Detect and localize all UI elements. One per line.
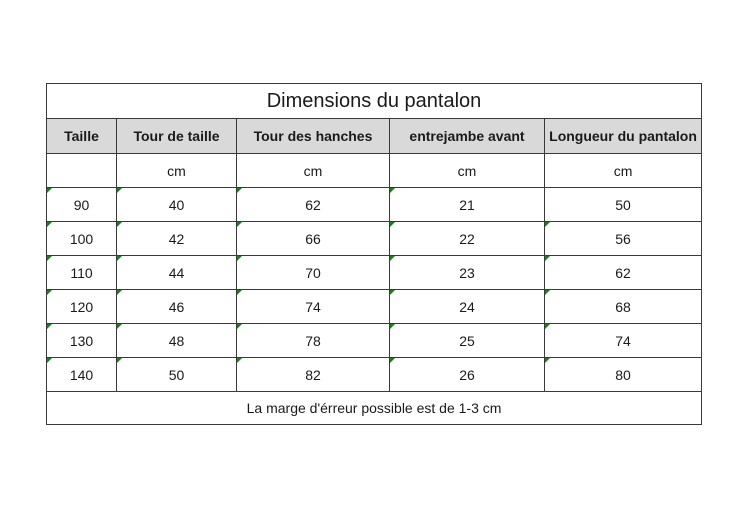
size-chart-table (46, 83, 702, 425)
table-row (47, 256, 702, 290)
table-cell: 56 (545, 222, 702, 256)
unit-cell: cm (237, 154, 390, 188)
header-entrejambe-avant: entrejambe avant (390, 119, 545, 154)
unit-cell (47, 154, 117, 188)
table-title: Dimensions du pantalon (47, 84, 702, 119)
header-tour-des-hanches: Tour des hanches (237, 119, 390, 154)
header-taille: Taille (47, 119, 117, 154)
unit-row (47, 154, 702, 188)
table-cell: 42 (117, 222, 237, 256)
table-cell: 46 (117, 290, 237, 324)
note-row (47, 392, 702, 425)
header-tour-de-taille: Tour de taille (117, 119, 237, 154)
table-cell: 90 (47, 188, 117, 222)
table-cell: 50 (545, 188, 702, 222)
table-row (47, 324, 702, 358)
table-cell: 82 (237, 358, 390, 392)
table-row (47, 358, 702, 392)
table-cell: 74 (237, 290, 390, 324)
table-cell: 25 (390, 324, 545, 358)
table-cell: 110 (47, 256, 117, 290)
title-row (47, 84, 702, 119)
unit-cell: cm (390, 154, 545, 188)
table-cell: 22 (390, 222, 545, 256)
table-cell: 21 (390, 188, 545, 222)
table-cell: 130 (47, 324, 117, 358)
table-cell: 23 (390, 256, 545, 290)
table-row (47, 290, 702, 324)
table-cell: 62 (545, 256, 702, 290)
table-cell: 62 (237, 188, 390, 222)
table-row (47, 222, 702, 256)
table-cell: 44 (117, 256, 237, 290)
unit-cell: cm (117, 154, 237, 188)
header-longueur-du-pantalon: Longueur du pantalon (545, 119, 702, 154)
table-cell: 24 (390, 290, 545, 324)
error-margin-note: La marge d'érreur possible est de 1-3 cm (47, 392, 702, 425)
table-cell: 100 (47, 222, 117, 256)
table-cell: 50 (117, 358, 237, 392)
table-cell: 80 (545, 358, 702, 392)
table-cell: 120 (47, 290, 117, 324)
table-cell: 70 (237, 256, 390, 290)
table-cell: 74 (545, 324, 702, 358)
table-cell: 66 (237, 222, 390, 256)
table-cell: 68 (545, 290, 702, 324)
table-cell: 140 (47, 358, 117, 392)
table-cell: 48 (117, 324, 237, 358)
table-row (47, 188, 702, 222)
table-cell: 26 (390, 358, 545, 392)
unit-cell: cm (545, 154, 702, 188)
header-row (47, 119, 702, 154)
table-cell: 78 (237, 324, 390, 358)
table-cell: 40 (117, 188, 237, 222)
